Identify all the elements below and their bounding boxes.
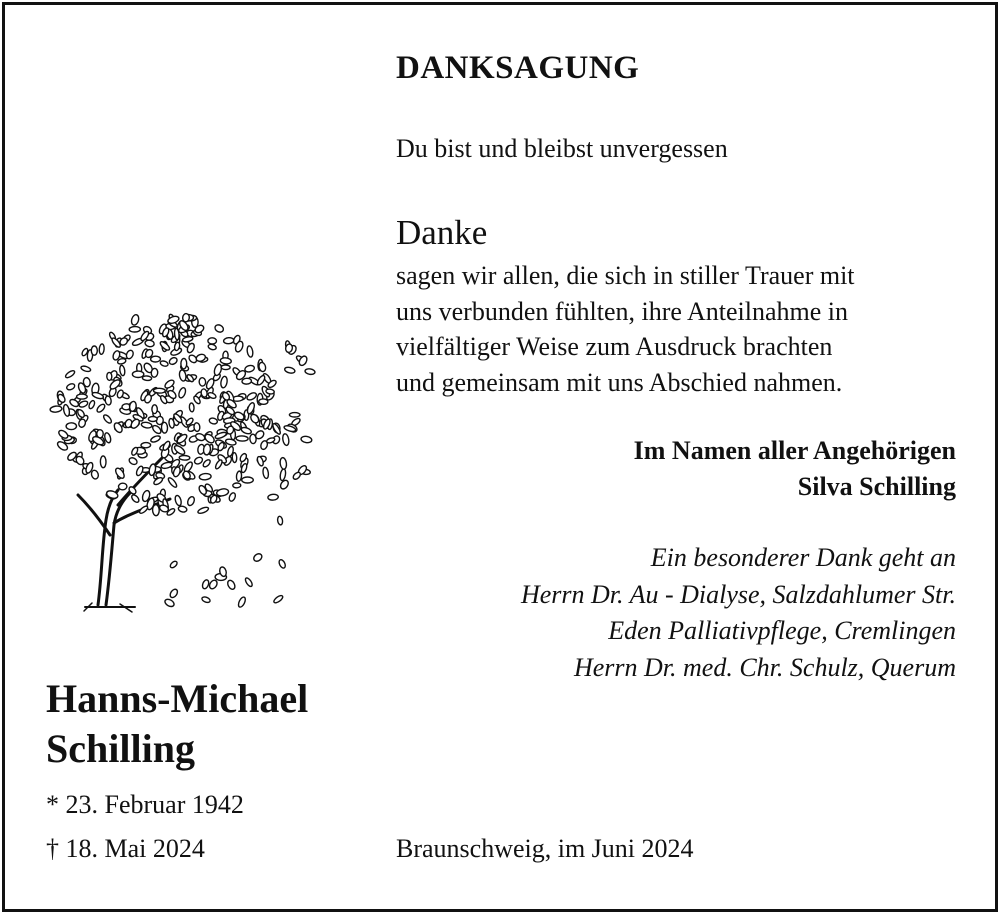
leaf (236, 436, 248, 442)
leaf (282, 433, 290, 446)
leaf (256, 374, 266, 386)
leaf (208, 338, 217, 344)
leaf (105, 396, 112, 406)
leaf (132, 371, 143, 377)
leaf (167, 477, 178, 489)
leaf (128, 456, 138, 465)
leaf (226, 579, 236, 590)
leaf (201, 596, 211, 604)
leaf (153, 388, 165, 393)
leaf (220, 357, 232, 364)
leaf (246, 346, 253, 358)
leaf (114, 467, 126, 480)
intro-line: Du bist und bleibst unvergessen (396, 134, 728, 163)
leaf (80, 365, 91, 372)
special-thanks-line: Herrn Dr. med. Chr. Schulz, Querum (573, 652, 956, 682)
leaf (178, 505, 188, 513)
leaf (160, 360, 169, 367)
leaf (259, 399, 268, 405)
leaf (142, 376, 152, 381)
leaf (118, 483, 127, 490)
death-date: † 18. Mai 2024 (46, 834, 205, 863)
leaf (301, 436, 313, 444)
leaf (107, 372, 112, 380)
leaf (138, 505, 148, 515)
leaf (223, 337, 234, 344)
leaf (169, 560, 178, 569)
paragraph-line: vielfältiger Weise zum Ausdruck brachten (396, 332, 833, 361)
leaf (63, 404, 71, 417)
leaf (208, 579, 219, 590)
first-name: Hanns-Michael (46, 676, 309, 721)
leaf (199, 473, 211, 480)
leaf (141, 442, 151, 448)
leaf (125, 349, 134, 360)
leaf (168, 356, 178, 365)
leaf (197, 506, 209, 514)
leaf (65, 369, 76, 379)
leaf (221, 365, 230, 370)
leaf (57, 429, 69, 440)
leaf (277, 516, 283, 525)
leaf (174, 495, 182, 507)
leaf (100, 456, 106, 468)
leaf (244, 577, 253, 588)
deceased-name (46, 674, 308, 774)
leaf (246, 402, 256, 415)
leaf (130, 314, 140, 326)
leaf (181, 358, 187, 368)
leaf (96, 403, 106, 414)
notice-title: DANKSAGUNG (396, 50, 640, 86)
leaf (252, 552, 263, 563)
leaf (152, 405, 157, 414)
signature-line: Im Namen aller Angehörigen (633, 436, 956, 465)
danke-heading: Danke (396, 213, 488, 252)
leaf (305, 368, 316, 375)
paragraph-line: und gemeinsam mit uns Abschied nahmen. (396, 367, 843, 397)
leaf (162, 440, 171, 451)
special-thanks-line: Herrn Dr. Au - Dialyse, Salzdahlumer Str. (520, 579, 956, 609)
leaf (240, 426, 252, 435)
leaf (150, 435, 161, 444)
special-thanks-line: Ein besonderer Dank geht an (650, 543, 956, 572)
leaf (236, 471, 242, 482)
leaf (119, 365, 125, 376)
leaf (91, 346, 97, 355)
leaf (268, 494, 279, 501)
leaf (189, 403, 194, 412)
leaf (66, 423, 77, 430)
leaf (129, 326, 140, 332)
leaf (202, 459, 211, 469)
leaf (246, 391, 258, 401)
leaf (151, 356, 161, 362)
leaf (244, 364, 255, 372)
paragraph-line: uns verbunden fühlten, ihre Anteilnahme in (396, 296, 849, 326)
leaf (201, 579, 210, 590)
leaf (164, 598, 176, 608)
leaf (237, 596, 247, 608)
leaf (99, 344, 105, 355)
leaf (186, 496, 195, 507)
leaf (232, 453, 237, 463)
leaf (273, 594, 284, 604)
leaf (233, 483, 241, 488)
leaf (148, 417, 157, 422)
leaf (130, 494, 140, 504)
leaf (144, 339, 154, 347)
leaf (199, 377, 206, 386)
leaf (262, 467, 269, 479)
thanks-paragraph (396, 258, 976, 400)
leaf (66, 383, 76, 391)
leaf (228, 492, 237, 502)
place-and-date: Braunschweig, im Juni 2024 (396, 834, 694, 863)
leaf (292, 471, 302, 481)
leaf (220, 376, 228, 388)
birth-date: * 23. Februar 1942 (46, 790, 244, 819)
signature-block (634, 433, 956, 505)
signature-name: Silva Schilling (797, 472, 956, 501)
windblown-tree-icon (40, 285, 320, 625)
leaf (50, 405, 62, 412)
leaf (194, 423, 201, 432)
leaf (174, 328, 180, 340)
leaf (279, 468, 286, 480)
leaf (278, 559, 287, 569)
leaf (92, 391, 105, 400)
leaf (161, 461, 173, 469)
leaf (266, 388, 275, 394)
leaf (151, 368, 158, 378)
leaf (135, 465, 144, 476)
leaf (242, 477, 254, 483)
special-thanks-line: Eden Palliativpflege, Cremlingen (608, 616, 956, 645)
leaf (284, 366, 295, 374)
paragraph-line: sagen wir allen, die sich in stiller Trauer mit (396, 261, 855, 290)
leaf (102, 414, 112, 425)
leaf (159, 340, 171, 351)
leaf (214, 323, 225, 333)
leaf (161, 422, 167, 433)
leaf (169, 588, 179, 599)
leaf (141, 422, 152, 429)
leaf (214, 431, 227, 440)
leaf (178, 387, 187, 399)
leaf (216, 488, 229, 497)
leaf (88, 400, 96, 410)
leaf (179, 455, 190, 460)
special-thanks-block (521, 540, 956, 686)
leaf (289, 413, 300, 417)
leaf (242, 378, 252, 384)
last-name: Schilling (46, 726, 195, 771)
leaf (151, 424, 162, 435)
leaf (77, 394, 88, 399)
leaf (209, 417, 218, 425)
leaf (279, 457, 287, 469)
leaf (193, 456, 203, 465)
leaf (214, 459, 223, 470)
